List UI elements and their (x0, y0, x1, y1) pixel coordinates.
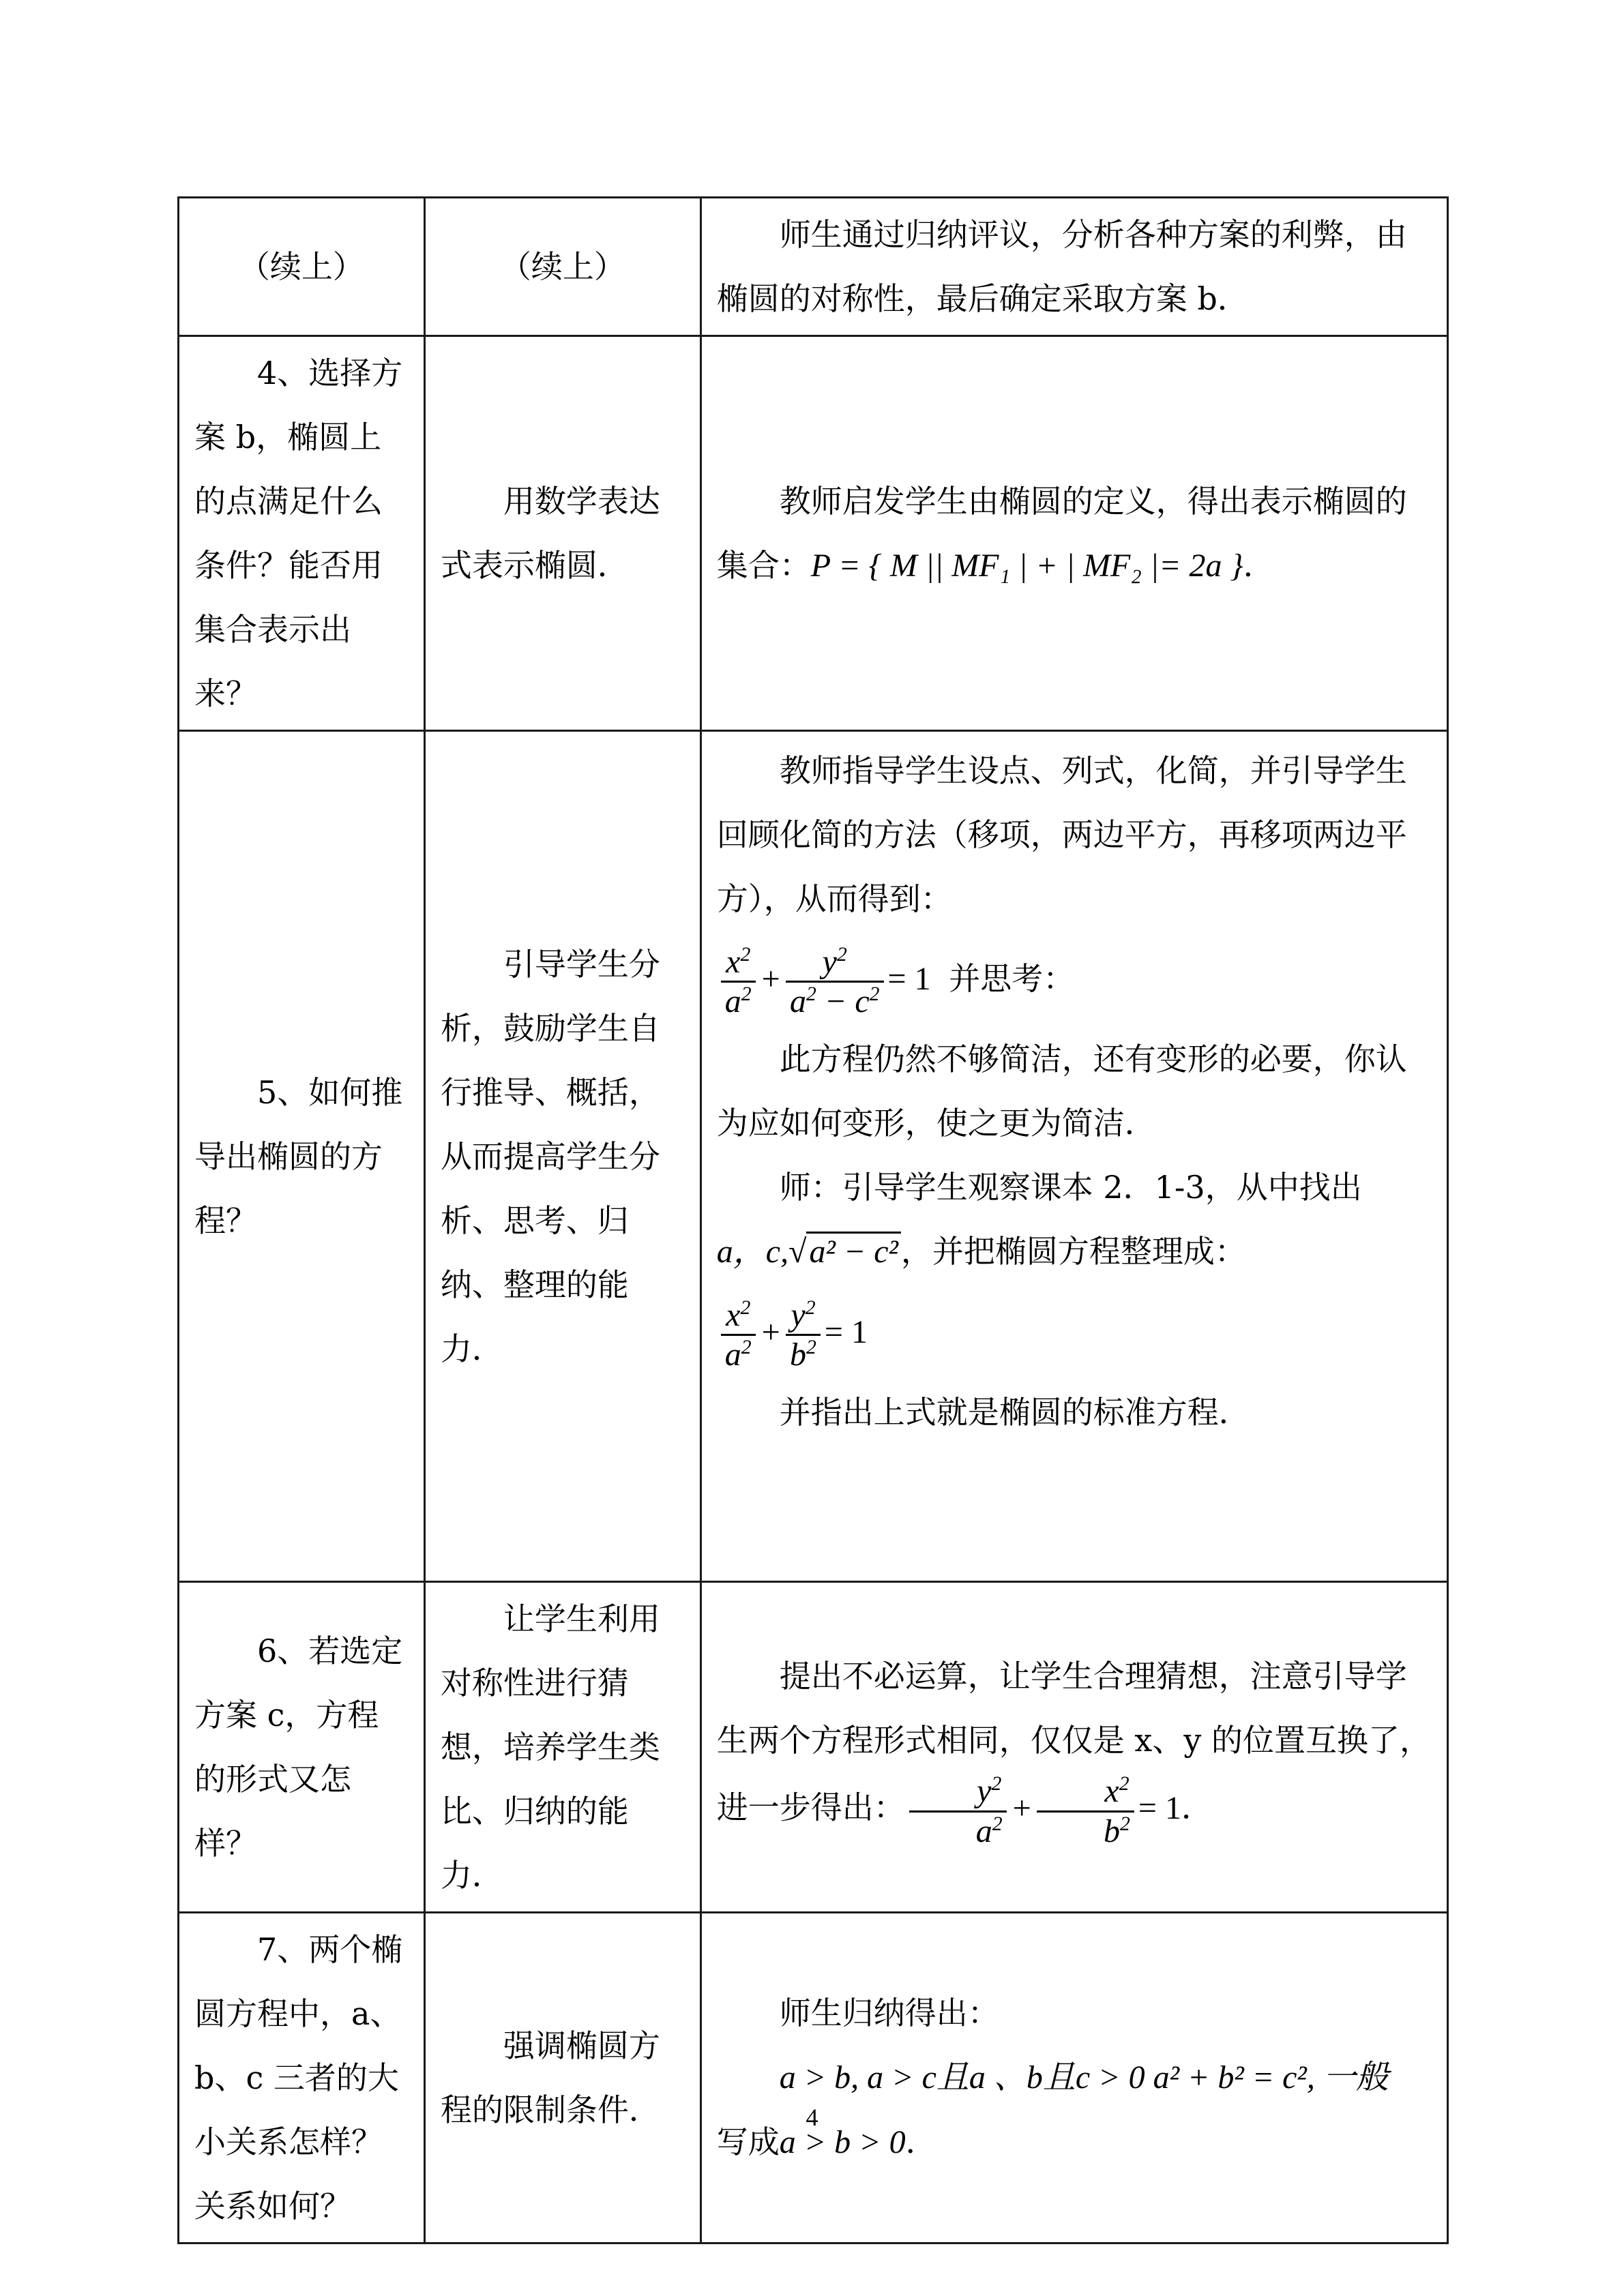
ellipse-standard-equation: $\frac{x^2}{a^2}$ + $\frac{y^2}{b^2}$ = 1 (717, 1314, 868, 1350)
set-formula: P = { M || MF₁ | + | MF₂ |= 2a } (810, 547, 1243, 584)
abc-variables: a，c, (716, 1234, 789, 1270)
activity-cell: 强调椭圆方程的限制条件． (424, 1913, 700, 2243)
table-row (179, 731, 1448, 1582)
activity-cell: （续上） (424, 198, 700, 336)
abc-conditions: a > b, a > c且a 、b且c > 0 a² + b² = c², 一般 (779, 2059, 1389, 2096)
activity-cell: 用数学表达式表示椭圆． (424, 336, 700, 731)
sqrt-term: √a² − c² (788, 1220, 901, 1284)
ellipse-equation-1: $\frac{x^2}{a^2}$ + $\frac{y^2}{a^2 - c^2}$ = 1 (717, 961, 939, 997)
description-cell: 教师指导学生设点、列式，化简，并引导学生回顾化简的方法（移项，两边平方，再移项两边平方），从而得到： $\frac{x^2}{a^2}$ + $\frac{y^2}{a^2 - c^2}$ = 1 并思考： 此方程仍然不够简洁，还有变形的必要，你认为应如何变形，使之更为简洁． 师：引导学生观察课本 2．1-3，从中找出 a，c,√a² − c²，并把椭圆方程整理成： $\frac{x^2}{a^2}$ + $\frac{y^2}{b^2}$ = 1 并指出上式就是椭圆的标准方程． (700, 731, 1447, 1582)
page-number: 4 (806, 2104, 818, 2131)
description-cell: 教师启发学生由椭圆的定义，得出表示椭圆的集合：P = { M || MF₁ | + | MF₂ |= 2a }． (700, 336, 1447, 731)
table-row (179, 1582, 1448, 1913)
description-cell: 师生通过归纳评议，分析各种方案的利弊，由椭圆的对称性，最后确定采取方案 b． (700, 198, 1447, 336)
question-cell: （续上） (179, 198, 425, 336)
question-cell: 5、如何推导出椭圆的方程？ (179, 731, 425, 1582)
table-row (179, 198, 1448, 336)
activity-cell: 引导学生分析，鼓励学生自行推导、概括，从而提高学生分析、思考、归纳、整理的能力． (424, 731, 700, 1582)
table-row (179, 336, 1448, 731)
question-cell: 6、若选定方案 c，方程的形式又怎样？ (179, 1582, 425, 1913)
equation-line-2 (717, 1284, 1432, 1380)
equation-line-1: $\frac{x^2}{a^2}$ + $\frac{y^2}{a^2 - c^2}$ = 1 并思考： (717, 931, 1432, 1027)
final-inequality: a > b > 0 (779, 2124, 906, 2160)
activity-cell: 让学生利用对称性进行猜想，培养学生类比、归纳的能力． (424, 1582, 700, 1913)
question-cell: 4、选择方案 b，椭圆上的点满足什么条件？能否用集合表示出来？ (179, 336, 425, 731)
description-cell: 师生归纳得出： a > b, a > c且a 、b且c > 0 a² + b² = c², 一般 写成a > b > 0． (700, 1913, 1447, 2243)
lesson-plan-table (177, 196, 1449, 2244)
table-row (179, 1913, 1448, 2243)
question-cell: 7、两个椭圆方程中，a、b、c 三者的大小关系怎样？关系如何？ (179, 1913, 425, 2243)
description-text: 教师启发学生由椭圆的定义，得出表示椭圆的集合： (716, 482, 1407, 584)
ellipse-equation-swapped: $\frac{y^2}{a^2}$ + $\frac{x^2}{b^2}$ = 1 (905, 1790, 1181, 1826)
description-cell: 提出不必运算，让学生合理猜想，注意引导学生两个方程形式相同，仅仅是 x、y 的位置互换了，进一步得出： $\frac{y^2}{a^2}$ + $\frac{x^2}{b^2}$ = 1． (700, 1582, 1447, 1913)
